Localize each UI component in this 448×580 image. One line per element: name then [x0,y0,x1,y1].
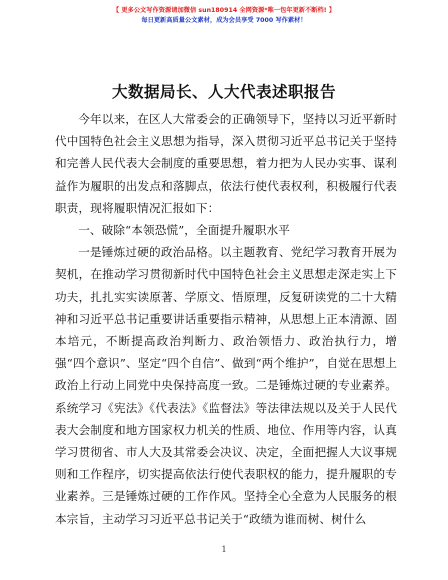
document-body [55,108,397,530]
section-heading-1: 一、破除“本领恐慌”，全面提升履职水平 [78,223,290,238]
page-number: 1 [221,545,227,554]
document-title: 大数据局长、人大代表述职报告 [111,83,336,101]
promo-line-2: 每日更新高质量公文素材，成为会员享受 7000 写作素材！ [141,17,307,24]
promo-line-1: 【 更多公文写作资源请加微信 sun180914 全网资源*唯一包年更新不断档! 】 [112,7,336,14]
paragraph-section-1: 一是锤炼过硬的政治品格。以主题教育、党纪学习教育开展为契机，在推动学习贯彻新时代中国特色社会主义思想走深走实上下功夫，扎扎实实读原著、学原文、悟原理，反复研读党的二十大精神和习近平总书记重要讲话重要指示精神，从思想上正本清源、固本培元，不断提高政治判断力、政治领悟力、政治执行力，增强“四个意识”、坚定“四个自信”、做到“两个维护”，自觉在思想上政治上行动上同党中央保持高度一致。二是锤炼过硬的专业素养。系统学习《宪法》《代表法》《监督法》等法律法规以及关于人民代表大会制度和地方国家权力机关的性质、地位、作用等内容，认真学习贯彻省、市人大及其常委会决议、决定，全面把握人大议事规则和工作程序，切实提高依法行使代表职权的能力，提升履职的专业素养。三是锤炼过硬的工作作风。坚持全心全意为人民服务的根本宗旨，主动学习习近平总书记关于“政绩为谁而树、树什么 [55,245,397,526]
paragraph-intro: 今年以来，在区人大常委会的正确领导下，坚持以习近平新时代中国特色社会主义思想为指导，深入贯彻习近平总书记关于坚持和完善人民代表大会制度的重要思想，着力把为人民办实事、谋利益作为履职的出发点和落脚点，依法行使代表权利，积极履行代表职责，现将履职情况汇报如下： [55,112,397,215]
promo-banner [0,6,448,26]
